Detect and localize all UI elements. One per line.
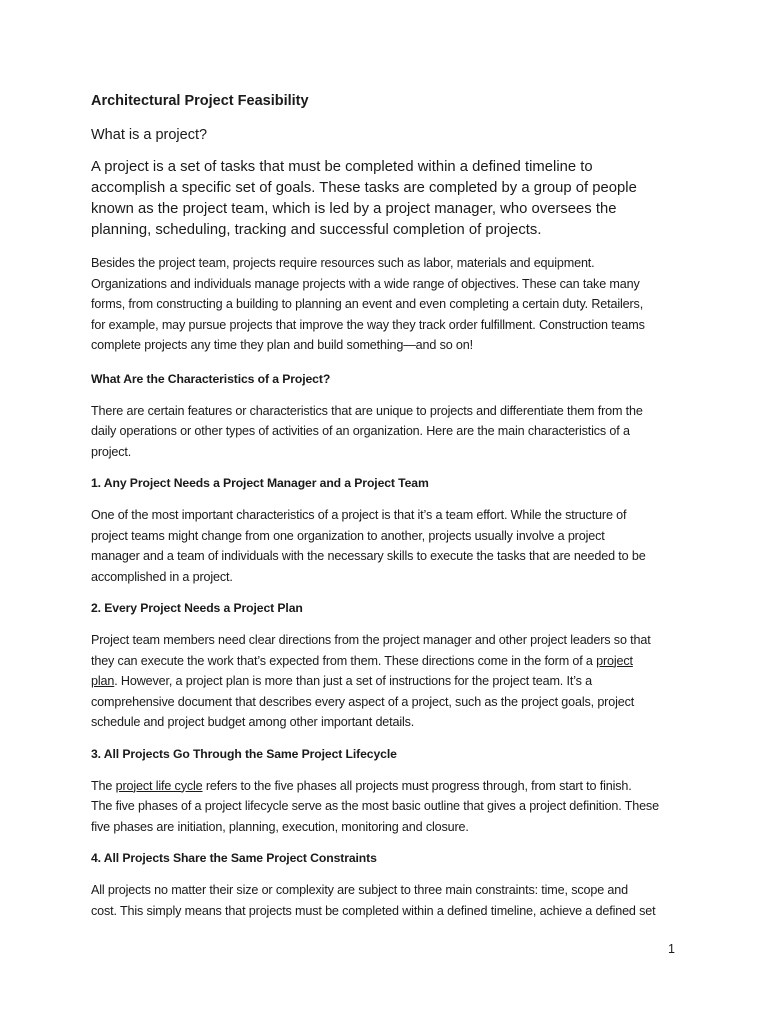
text-line: project teams might change from one organization to another, projects usually involve a project bbox=[91, 528, 605, 543]
section-3-paragraph bbox=[91, 776, 691, 838]
text-line: comprehensive document that describes every aspect of a project, such as the project goals, project bbox=[91, 694, 635, 709]
intro-paragraph bbox=[91, 253, 691, 356]
lead-line: A project is a set of tasks that must be completed within a defined timeline to bbox=[91, 159, 593, 175]
text-line: forms, from constructing a building to planning an event and even completing a certain duty. Retailers, bbox=[91, 297, 644, 311]
text-line: The five phases of a project lifecycle serve as the most basic outline that gives a project definition. These bbox=[91, 799, 659, 813]
lead-line: known as the project team, which is led by a project manager, who oversees the bbox=[91, 201, 617, 217]
section-1-paragraph bbox=[91, 505, 691, 587]
section-2-heading: 2. Every Project Needs a Project Plan bbox=[91, 601, 303, 615]
text-line bbox=[91, 651, 691, 672]
section-4-paragraph bbox=[91, 880, 691, 921]
section-2-paragraph bbox=[91, 630, 691, 733]
text-span: refers to the five phases all projects must progress through, from start to finish. bbox=[202, 778, 632, 793]
document-page bbox=[91, 90, 691, 921]
text-line: manager and a team of individuals with the necessary skills to execute the tasks that are needed to be bbox=[91, 549, 646, 563]
project-plan-link-continued[interactable]: plan bbox=[91, 674, 115, 688]
text-line: project. bbox=[91, 444, 132, 459]
page-number: 1 bbox=[668, 942, 675, 956]
section-3-heading: 3. All Projects Go Through the Same Project Lifecycle bbox=[91, 746, 397, 761]
lead-line: planning, scheduling, tracking and successful completion of projects. bbox=[91, 222, 542, 238]
text-line: daily operations or other types of activities of an organization. Here are the main characteristics of a bbox=[91, 424, 630, 438]
text-span: they can execute the work that’s expected from them. These directions come in the form of a bbox=[91, 653, 597, 668]
lead-line: accomplish a specific set of goals. These tasks are completed by a group of people bbox=[91, 180, 637, 196]
text-line bbox=[91, 671, 691, 692]
text-line: complete projects any time they plan and build something—and so on! bbox=[91, 338, 473, 352]
text-line: All projects no matter their size or complexity are subject to three main constraints: time, scope and bbox=[91, 883, 628, 897]
characteristics-paragraph bbox=[91, 401, 691, 463]
section-4-heading: 4. All Projects Share the Same Project Constraints bbox=[91, 851, 377, 865]
characteristics-heading: What Are the Characteristics of a Project? bbox=[91, 371, 331, 386]
text-line: five phases are initiation, planning, execution, monitoring and closure. bbox=[91, 819, 469, 834]
text-span: . However, a project plan is more than just a set of instructions for the project team. It’s a bbox=[114, 674, 592, 688]
text-line: There are certain features or characteristics that are unique to projects and differentiate them from the bbox=[91, 403, 643, 418]
text-line: for example, may pursue projects that improve the way they track order fulfillment. Construction teams bbox=[91, 317, 645, 332]
text-line: Besides the project team, projects require resources such as labor, materials and equipment. bbox=[91, 256, 595, 270]
section-1-heading: 1. Any Project Needs a Project Manager and a Project Team bbox=[91, 476, 429, 490]
lead-paragraph bbox=[91, 157, 691, 241]
text-line: accomplished in a project. bbox=[91, 569, 233, 584]
text-line: One of the most important characteristics of a project is that it’s a team effort. While the structure of bbox=[91, 508, 627, 522]
text-span: The bbox=[91, 778, 116, 793]
text-line: cost. This simply means that projects must be completed within a defined timeline, achieve a defined set bbox=[91, 903, 656, 918]
document-title: Architectural Project Feasibility bbox=[91, 93, 309, 109]
project-life-cycle-link[interactable]: project life cycle bbox=[115, 778, 203, 793]
text-line bbox=[91, 776, 691, 797]
project-plan-link[interactable]: project bbox=[596, 653, 633, 668]
text-line: Organizations and individuals manage projects with a wide range of objectives. These can take many bbox=[91, 276, 640, 291]
text-line: Project team members need clear directions from the project manager and other project leaders so that bbox=[91, 633, 651, 647]
text-line: schedule and project budget among other important details. bbox=[91, 715, 415, 729]
document-subtitle: What is a project? bbox=[91, 127, 208, 143]
